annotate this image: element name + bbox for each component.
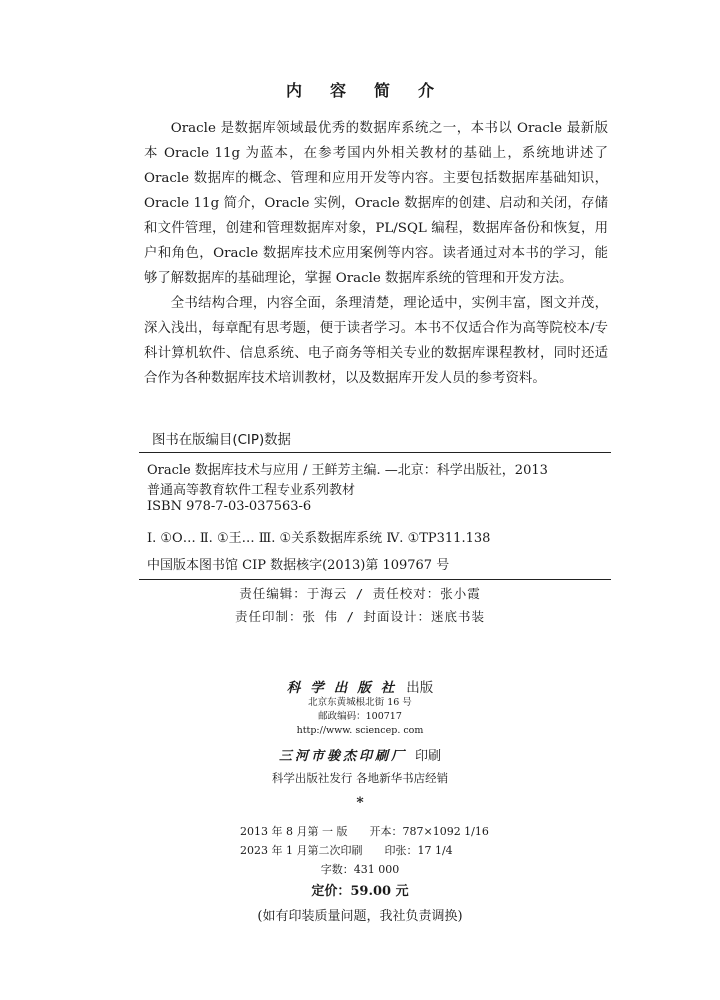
editor-credits: 责任编辑：于海云 / 责任校对：张小霞 bbox=[239, 586, 481, 601]
edition-row-1 bbox=[240, 823, 489, 839]
word-count: 字数：431 000 bbox=[320, 863, 400, 876]
cip-series-line: 普通高等教育软件工程专业系列教材 bbox=[147, 483, 356, 498]
printer-line bbox=[0, 745, 720, 764]
quality-notice: (如有印装质量问题，我社负责调换) bbox=[257, 909, 463, 924]
book-format: 开本：787×1092 1/16 bbox=[369, 825, 489, 838]
printer-name: 三河市骏杰印刷厂 bbox=[278, 749, 407, 764]
publisher-website: http://www. sciencep. com bbox=[296, 725, 424, 736]
print-run: 2023 年 1 月第二次印刷 bbox=[240, 844, 363, 857]
printer-suffix: 印刷 bbox=[415, 749, 442, 764]
publisher-address: 北京东黄城根北街 16 号 bbox=[308, 697, 412, 708]
cip-title-line: Oracle 数据库技术与应用 / 王鲜芳主编. —北京：科学出版社，2013 bbox=[147, 463, 548, 478]
production-credits: 责任印制：张 伟 / 封面设计：迷底书装 bbox=[234, 609, 486, 624]
cip-isbn-line: ISBN 978-7-03-037563-6 bbox=[147, 499, 312, 514]
cip-classification-line: Ⅰ. ①O… Ⅱ. ①王… Ⅲ. ①关系数据库系统 Ⅳ. ①TP311.138 bbox=[147, 531, 491, 546]
cip-heading: 图书在版编目(CIP)数据 bbox=[152, 433, 291, 448]
cip-bottom-rule bbox=[139, 579, 611, 580]
separator-star: * bbox=[356, 795, 364, 811]
printed-sheets: 印张：17 1/4 bbox=[384, 844, 453, 857]
price: 定价：59.00 元 bbox=[311, 884, 409, 899]
edition-row-2 bbox=[240, 842, 453, 858]
publisher-line bbox=[0, 676, 720, 696]
publisher-name: 科学出版社 bbox=[286, 680, 405, 696]
publisher-suffix: 出版 bbox=[406, 680, 434, 696]
publisher-postcode: 邮政编码：100717 bbox=[318, 711, 402, 722]
distribution-line: 科学出版社发行 各地新华书店经销 bbox=[271, 771, 449, 785]
summary-paragraph-1: Oracle 是数据库领域最优秀的数据库系统之一，本书以 Oracle 最新版本 Oracle 11g 为蓝本，在参考国内外相关教材的基础上，系统地讲述了 Oracle 数据库的概念、管理和应用开发等内容。主要包括数据库基础知识，Oracle 11g 简介，Oracle 实例，Oracle 数据库的创建、启动和关闭，存储和文件管理，创建和管理数据库对象，PL/SQL 编程，数据库备份和恢复，用户和角色，Oracle 数据库技术应用案例等内容。读者通过对本书的学习，能够了解数据库的基础理论，掌握 Oracle 数据库系统的管理和开发方法。 bbox=[144, 121, 608, 286]
summary-title: 内容简介 bbox=[285, 81, 462, 100]
cip-top-rule bbox=[139, 452, 611, 453]
summary-paragraph-2: 全书结构合理，内容全面，条理清楚，理论适中，实例丰富，图文并茂，深入浅出，每章配有思考题，便于读者学习。本书不仅适合作为高等院校本/专科计算机软件、信息系统、电子商务等相关专业的数据库课程教材，同时还适合作为各种数据库技术培训教材，以及数据库开发人员的参考资料。 bbox=[144, 296, 608, 386]
cip-record-number: 中国版本图书馆 CIP 数据核字(2013)第 109767 号 bbox=[147, 558, 450, 573]
summary-body bbox=[144, 116, 608, 391]
first-edition: 2013 年 8 月第 一 版 bbox=[240, 825, 348, 838]
